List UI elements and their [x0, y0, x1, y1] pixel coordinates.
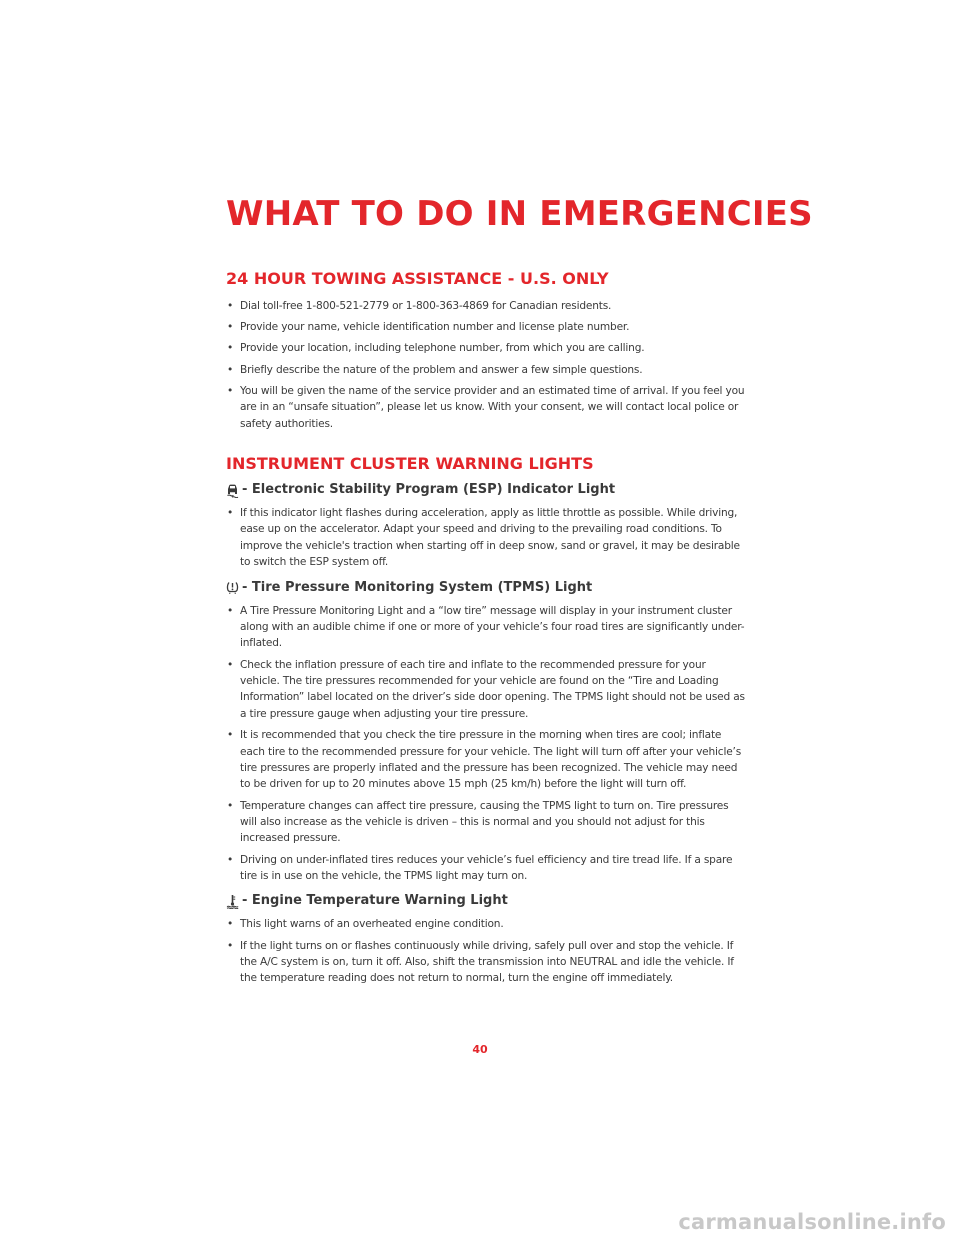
esp-subheading-text: - Electronic Stability Program (ESP) Indicator Light — [242, 482, 616, 498]
list-item: • If the light turns on or flashes continuously while driving, safely pull over and stop the vehicle. If the A/C system is on, turn it off. Also, shift the transmission into NEUTRAL and idle the vehicle. If the temperature reading does not return to normal, turn the engine off immediately. — [227, 939, 734, 985]
list-item: • Dial toll-free 1-800-521-2779 or 1-800-363-4869 for Canadian residents. — [227, 300, 612, 312]
list-item: • A Tire Pressure Monitoring Light and a “low tire” message will display in your instrument cluster along with an audible chime if one or more of your vehicle’s four road tires are significantly under-inflated. — [227, 604, 745, 650]
list-item: • Temperature changes can affect tire pressure, causing the TPMS light to turn on. Tire pressures will also increase as the vehicle is driven – this is normal and you should not adjust for this increased pressure. — [227, 799, 729, 845]
watermark: carmanualsonline.info — [678, 1210, 946, 1234]
engine-temp-subheading — [226, 892, 746, 910]
page-number: 40 — [472, 1043, 488, 1056]
coolant-temperature-icon — [226, 894, 239, 909]
list-item: • Provide your name, vehicle identification number and license plate number. — [227, 321, 630, 334]
tpms-list — [226, 603, 746, 885]
page-content — [226, 268, 746, 992]
list-item: • Briefly describe the nature of the problem and answer a few simple questions. — [227, 363, 643, 376]
engine-temp-subheading-text: - Engine Temperature Warning Light — [242, 893, 508, 909]
list-item: • It is recommended that you check the tire pressure in the morning when tires are cool; inflate each tire to the recommended pressure for your vehicle. The light will turn off after your vehicle’s tire pressures are properly inflated and the pressure has been recognized. The vehicle may need to be driven for up to 20 minutes above 15 mph (25 km/h) before the light will turn off. — [227, 729, 742, 791]
tire-pressure-icon — [226, 580, 239, 595]
list-item: • Driving on under-inflated tires reduces your vehicle’s fuel efficiency and tire tread life. If a spare tire is in use on the vehicle, the TPMS light may turn on. — [227, 853, 733, 882]
cluster-heading: INSTRUMENT CLUSTER WARNING LIGHTS — [226, 454, 594, 474]
tpms-subheading-text: - Tire Pressure Monitoring System (TPMS) Light — [242, 579, 593, 595]
tpms-subheading — [226, 579, 746, 597]
engine-temp-list — [226, 916, 746, 986]
list-item: • This light warns of an overheated engine condition. — [227, 918, 504, 931]
list-item: • Check the inflation pressure of each tire and inflate to the recommended pressure for your vehicle. The tire pressures recommended for your vehicle are found on the “Tire and Loading Information” label located on the driver’s side door opening. The TPMS light should not be used as a tire pressure gauge when adjusting your tire pressure. — [227, 658, 745, 720]
esp-list — [226, 505, 746, 571]
esp-subheading — [226, 481, 746, 499]
list-item: • If this indicator light flashes during acceleration, apply as little throttle as possible. While driving, ease up on the accelerator. Adapt your speed and driving to the prevailing road conditions. To improve the vehicle's traction when starting off in deep snow, sand or gravel, it may be desirable to switch the ESP system off. — [227, 507, 740, 569]
esp-skid-icon — [226, 483, 239, 498]
towing-list — [226, 298, 746, 432]
list-item: • You will be given the name of the service provider and an estimated time of arrival. If you feel you are in an “unsafe situation”, please let us know. With your consent, we will contact local police or safety authorities. — [227, 384, 745, 430]
towing-heading: 24 HOUR TOWING ASSISTANCE - U.S. ONLY — [226, 269, 609, 288]
list-item: • Provide your location, including telephone number, from which you are calling. — [227, 342, 645, 355]
page-title: WHAT TO DO IN EMERGENCIES — [226, 194, 813, 234]
